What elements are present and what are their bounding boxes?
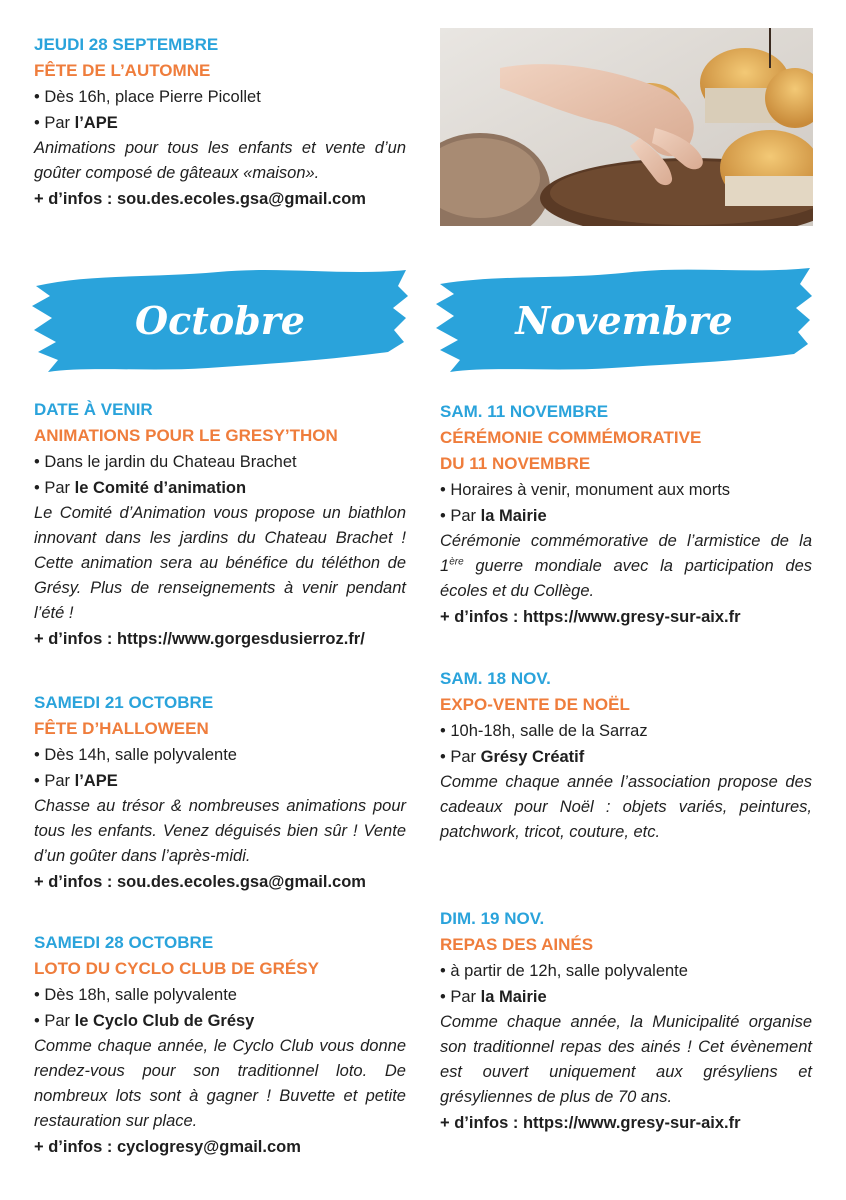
- event-location: • Dès 18h, salle polyvalente: [34, 986, 237, 1004]
- month-banner-november: [432, 256, 817, 381]
- event-description: Comme chaque année l’association propose des cadeaux pour Noël : objets variés, peintures, patchwork, tricot, couture, etc.: [440, 773, 812, 841]
- event-title: FÊTE D’HALLOWEEN: [34, 719, 209, 738]
- month-label-november: Novembre: [515, 298, 733, 343]
- event-description: Le Comité d’Animation vous propose un biathlon innovant dans les jardins du Chateau Brachet ! Cette animation sera au bénéfice du téléthon de Grésy. Plus de renseignements à venir pendant l’été !: [34, 504, 406, 622]
- event-info-link[interactable]: + d’infos : https://www.gresy-sur-aix.fr: [440, 608, 741, 626]
- event-title: CÉRÉMONIE COMMÉMORATIVE: [440, 428, 702, 447]
- event-description: Chasse au trésor & nombreuses animations pour tous les enfants. Venez déguisés bien sûr ! Vente d’un goûter dans l’après-midi.: [34, 797, 406, 865]
- event-info-link[interactable]: + d’infos : https://www.gorgesdusierroz.fr/: [34, 630, 365, 648]
- event-organizer: • Par la Mairie: [440, 988, 547, 1006]
- event-loto: [34, 930, 406, 1160]
- event-organizer: • Par l’APE: [34, 772, 118, 790]
- event-fete-automne: [34, 32, 406, 212]
- event-date: JEUDI 28 SEPTEMBRE: [34, 35, 219, 54]
- event-location: • Dès 16h, place Pierre Picollet: [34, 88, 261, 106]
- event-gresython: [34, 397, 406, 652]
- event-repas-aines: [440, 906, 812, 1136]
- event-location: • à partir de 12h, salle polyvalente: [440, 962, 688, 980]
- event-date: SAMEDI 21 OCTOBRE: [34, 693, 214, 712]
- event-organizer: • Par le Cyclo Club de Grésy: [34, 1012, 255, 1030]
- event-description: Comme chaque année, la Municipalité organise son traditionnel repas des ainés ! Cet évènement est ouvert uniquement aux grésyliens et grésyliennes de plus de 70 ans.: [440, 1013, 812, 1106]
- event-organizer: • Par l’APE: [34, 114, 118, 132]
- event-ceremonie: [440, 399, 812, 630]
- event-location: • Horaires à venir, monument aux morts: [440, 481, 731, 499]
- event-title: REPAS DES AINÉS: [440, 935, 594, 954]
- event-date: SAM. 18 NOV.: [440, 669, 551, 688]
- month-banner-october: [28, 256, 413, 381]
- event-expo-vente: [440, 666, 812, 845]
- event-description: Animations pour tous les enfants et vente d’un goûter composé de gâteaux «maison».: [34, 139, 406, 182]
- month-label-october: Octobre: [135, 298, 305, 343]
- muffins-photo: [440, 28, 813, 226]
- event-info-link[interactable]: + d’infos : sou.des.ecoles.gsa@gmail.com: [34, 190, 366, 208]
- event-info-link[interactable]: + d’infos : cyclogresy@gmail.com: [34, 1138, 301, 1156]
- event-date: DIM. 19 NOV.: [440, 909, 545, 928]
- event-date: DATE À VENIR: [34, 400, 153, 419]
- event-location: • 10h-18h, salle de la Sarraz: [440, 722, 648, 740]
- event-title: ANIMATIONS POUR LE GRESY’THON: [34, 426, 338, 445]
- event-organizer: • Par la Mairie: [440, 507, 547, 525]
- event-date: SAMEDI 28 OCTOBRE: [34, 933, 214, 952]
- event-info-link[interactable]: + d’infos : sou.des.ecoles.gsa@gmail.com: [34, 873, 366, 891]
- event-title: LOTO DU CYCLO CLUB DE GRÉSY: [34, 959, 319, 978]
- event-organizer: • Par Grésy Créatif: [440, 748, 585, 766]
- event-location: • Dans le jardin du Chateau Brachet: [34, 453, 297, 471]
- event-location: • Dès 14h, salle polyvalente: [34, 746, 237, 764]
- event-description: Cérémonie commémorative de l’armistice de la 1ère guerre mondiale avec la participation des écoles et du Collège.: [440, 532, 812, 600]
- event-organizer: • Par le Comité d’animation: [34, 479, 247, 497]
- event-info-link[interactable]: + d’infos : https://www.gresy-sur-aix.fr: [440, 1114, 741, 1132]
- event-title: EXPO-VENTE DE NOËL: [440, 695, 630, 714]
- event-description: Comme chaque année, le Cyclo Club vous donne rendez-vous pour son traditionnel loto. De nombreux lots sont à gagner ! Buvette et petite restauration sur place.: [34, 1037, 406, 1130]
- event-halloween: [34, 690, 406, 895]
- event-title: FÊTE DE L’AUTOMNE: [34, 61, 211, 80]
- event-title-line2: DU 11 NOVEMBRE: [440, 454, 591, 473]
- event-date: SAM. 11 NOVEMBRE: [440, 402, 609, 421]
